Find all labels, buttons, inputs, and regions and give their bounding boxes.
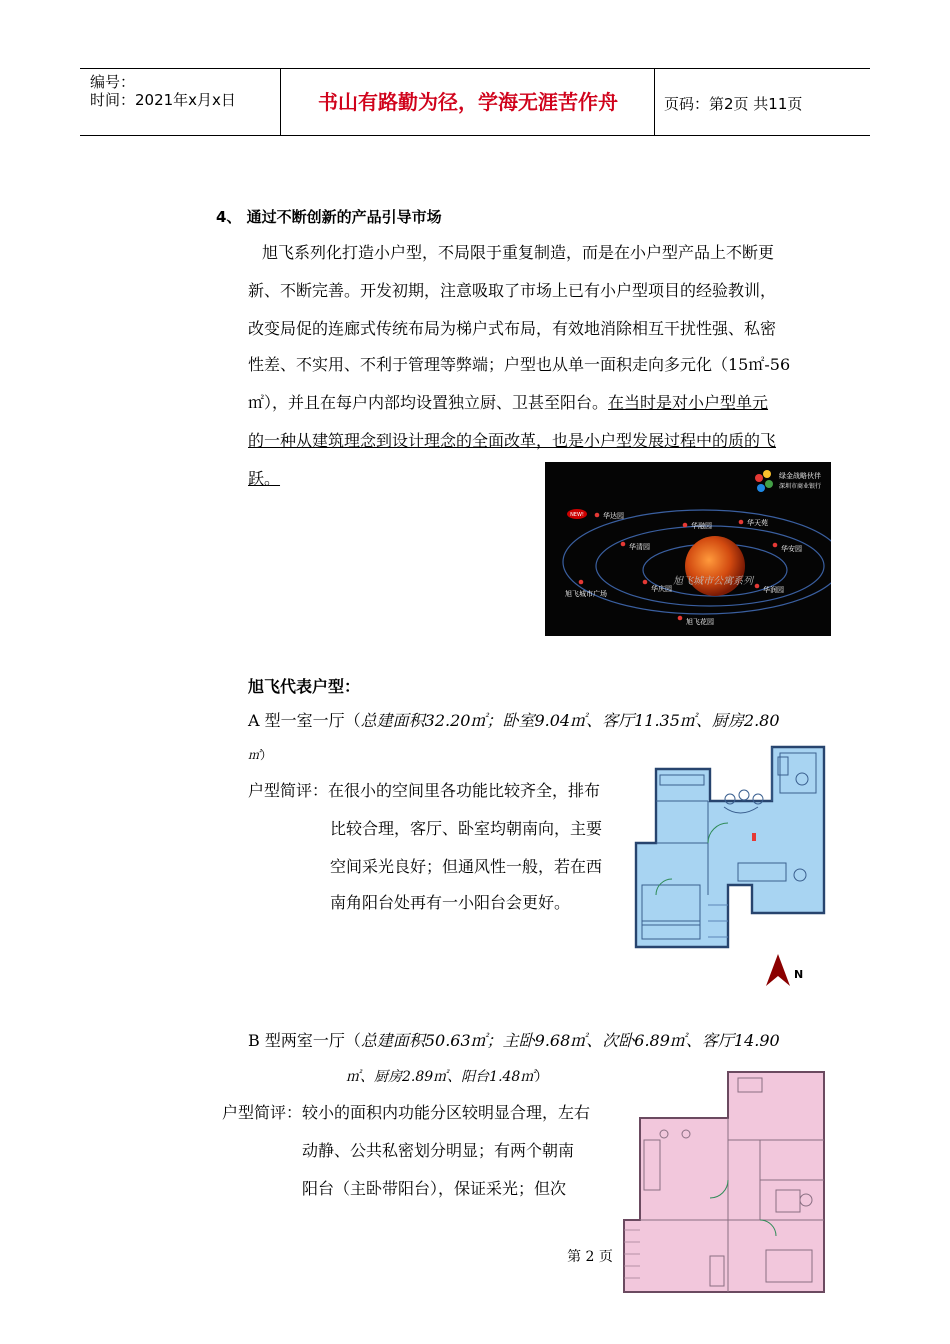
planet-graphic [685,536,745,596]
type-a-review-line: 比较合理，客厅、卧室均朝南向，主要 [330,819,603,838]
underlined-text: 在当时是对小户型单元 [608,393,769,412]
type-a-review-line: 南角阳台处再有一小阳台会更好。 [330,893,571,912]
header-motto: 书山有路勤为径，学海无涯苦作舟 [318,90,618,114]
series-label: 旭飞城市公寓系列 [673,576,753,587]
paragraph-text: ㎡），并且在每户内部均设置独立厨、卫甚至阳台。 [248,393,609,412]
orbit-label: 华庆园 [651,585,672,593]
serial-label: 编号： [90,73,136,91]
header-bottom-border [80,135,870,136]
header-divider-1 [280,68,281,136]
type-a-review-line: 空间采光良好；但通风性一般，若在西 [330,857,603,876]
brand-line2: 深圳市商业银行 [779,483,822,490]
orbit-label: 华清园 [629,543,650,551]
north-label: N [794,968,804,981]
header-divider-2 [654,68,655,136]
type-a-line [248,710,780,732]
orbit-svg [545,462,831,636]
floor-plan-a-svg [632,745,828,950]
orbit-label: 旭飞城市广场 [565,590,607,598]
header-top-border [80,68,870,69]
type-b-line [248,1030,780,1052]
orbit-label: 华天苑 [747,519,768,527]
orbit-image [545,462,831,636]
type-b-name: B 型两室一厅（ [248,1031,361,1050]
underlined-line: 跃。 [248,469,281,488]
underlined-line: 的一种从建筑理念到设计理念的全面改革，也是小户型发展过程中的质的飞 [248,431,777,450]
orbit-label: 华润园 [763,586,784,594]
paragraph-line [248,392,768,414]
type-a-review-label: 户型简评： [248,781,329,800]
paragraph-line: 性差、不实用、不利于管理等弊端；户型也从单一面积走向多元化（15㎡-56 [248,355,791,374]
paragraph-line: 旭飞系列化打造小户型，不局限于重复制造，而是在小户型产品上不断更 [262,243,775,262]
paragraph-line: 改变局促的连廊式传统布局为梯户式布局，有效地消除相互干扰性强、私密 [248,319,777,338]
date-label: 时间：2021年x月x日 [90,91,236,109]
orbit-label: 旭飞花园 [686,618,714,626]
type-a-detail: 总建面积32.20㎡；卧室9.04㎡、客厅11.35㎡、厨房2.80 [360,711,780,730]
orbit-label: 华达园 [603,512,624,520]
type-b-detail2: ㎡、厨房2.89㎡、阳台1.48㎡ [346,1069,535,1085]
type-a-name: A 型一室一厅（ [248,711,361,730]
type-b-review-line: 动静、公共私密划分明显；有两个朝南 [302,1141,575,1160]
floor-plan-a [632,745,828,950]
type-b-review-line: 较小的面积内功能分区较明显合理，左右 [302,1103,591,1122]
type-b-detail: 总建面积50.63㎡；主卧9.68㎡、次卧6.89㎡、客厅14.90 [360,1031,780,1050]
section-title: 4、 通过不断创新的产品引导市场 [216,208,442,226]
orbit-label: 华安园 [781,545,802,553]
type-b-close: ） [534,1069,549,1085]
brand-line1: 绿金战略伙伴 [779,472,821,480]
type-a-line-2 [248,744,272,766]
orbit-label: 华融园 [691,522,712,530]
type-a-review-line: 在很小的空间里各功能比较齐全，排布 [328,781,601,800]
type-b-review-line: 阳台（主卧带阳台），保证采光；但次 [302,1179,567,1198]
type-a-close: ） [260,748,273,762]
type-b-review [222,1102,590,1124]
page-info: 页码：第2页 共11页 [664,95,803,113]
type-b-review-label: 户型简评： [222,1103,303,1122]
new-badge-text: NEW! [570,512,584,518]
type-a-review [248,780,600,802]
type-b-line-2 [346,1066,548,1088]
paragraph-line: 新、不断完善。开发初期，注意吸取了市场上已有小户型项目的经验教训， [248,281,777,300]
representative-title: 旭飞代表户型： [248,677,361,696]
page-footer: 第 2 页 [567,1249,613,1265]
type-a-detail2: ㎡ [248,748,261,762]
